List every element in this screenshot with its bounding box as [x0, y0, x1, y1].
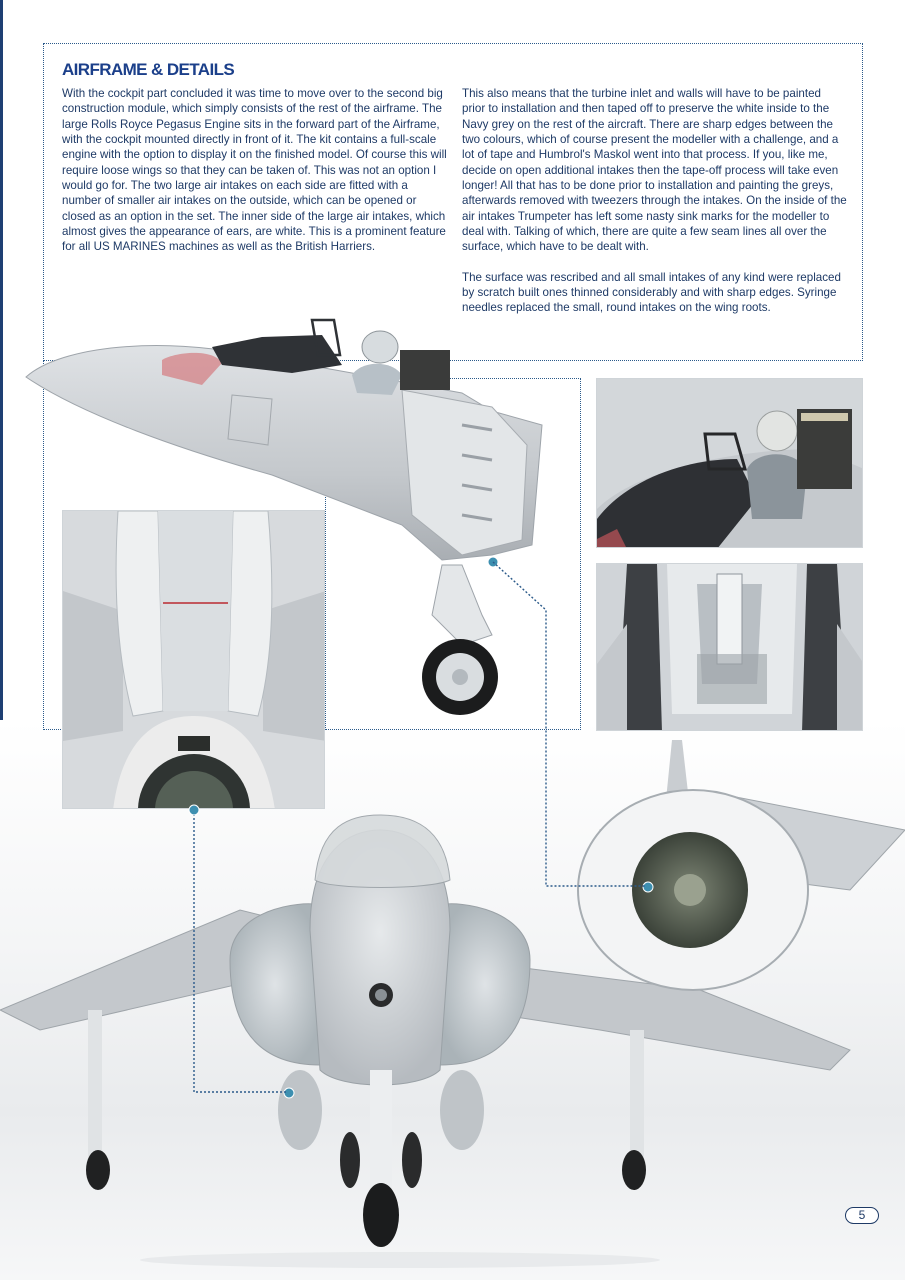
- paragraph: The surface was rescribed and all small intakes of any kind were replaced by scratch built ones thinned considerably and with sharp edges. Syringe needles replaced the small, round intakes on the wing roots.: [462, 270, 841, 315]
- paragraph: With the cockpit part concluded it was time to move over to the second big construction module, which simply consists of the rest of the airframe. The large Rolls Royce Pegasus Engine sits in the forward part of the Airframe, with the cockpit mounted directly in front of it. The kit contains a full-scale engine with the option to display it on the finished model. Of course this will require loose wings so that they can be taken of. This was not an option I would go for. The two large air intakes on each side are fitted with a number of smaller air intakes on the outside, which can be opened or closed as an option in the set. The inner side of the large air intakes, which almost gives the appearance of ears, are white. This is a prominent feature for all US MARINES machines as well as the British Harriers.: [62, 87, 447, 254]
- page-number: 5: [845, 1207, 879, 1224]
- cockpit-detail-photo: [596, 378, 863, 548]
- article-column-2: [462, 86, 847, 316]
- nose-gear-bay-photo: [596, 563, 863, 731]
- front-view-model-photo: [0, 730, 905, 1270]
- paragraph: This also means that the turbine inlet and walls will have to be painted prior to installation and then taped off to preserve the white inside to the Navy grey on the rest of the aircraft. There are sharp edges between the two colours, which of course present the modeller with a challenge, and a lot of tape and Humbrol's Maskol went into that process. If you, like me, decide on open additional intakes then the tape-off process will take even longer! All that has to be done prior to installation and painting the greys, afterwards removed with tweezers through the intakes. On the inside of the air intakes Trumpeter has left some nasty sink marks for the modeller to deal with. Talking of which, there are quite a few seam lines all over the surface, which have to be dealt with.: [462, 87, 847, 254]
- article-heading: AIRFRAME & DETAILS: [62, 60, 235, 79]
- article-column-1: [62, 86, 447, 255]
